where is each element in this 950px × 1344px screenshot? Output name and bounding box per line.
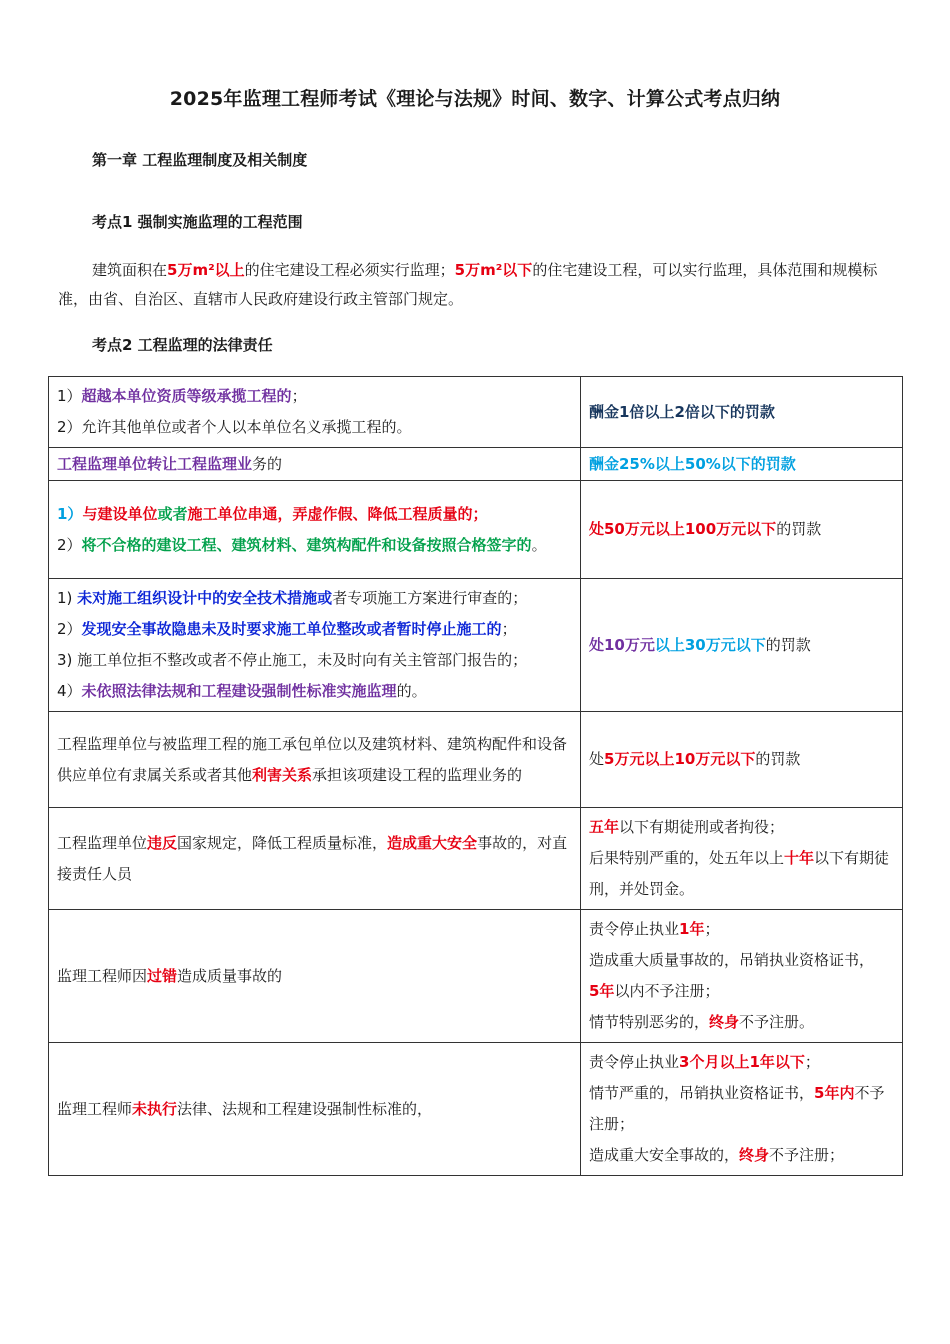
table-row [49, 448, 903, 481]
text: 情节特别恶劣的， [589, 1013, 710, 1031]
highlight: 1年 [679, 920, 705, 938]
text: 的住宅建设工程必须实行监理； [244, 261, 455, 279]
highlight: 利害关系 [252, 765, 313, 784]
text: 1） [57, 504, 83, 523]
text: 4） [57, 682, 82, 700]
table-row [49, 808, 903, 910]
penalty-cell [581, 910, 903, 1043]
highlight: 5年 [589, 982, 615, 1000]
violation-cell [49, 448, 581, 481]
text: 的。 [396, 682, 427, 700]
highlight: 与建设单位 [82, 504, 158, 523]
text: 不予注册。 [739, 1013, 815, 1031]
highlight: 超越本单位资质等级承揽工程的 [81, 387, 292, 405]
highlight: 五年 [589, 818, 620, 836]
penalty-cell [581, 808, 903, 910]
text: 的罚款 [776, 520, 822, 538]
text: 法律、法规和工程建设强制性标准的， [177, 1099, 433, 1118]
violation-cell [49, 910, 581, 1043]
text: ； [804, 1053, 820, 1071]
highlight: 工程监理单位转让工程监理业 [57, 455, 253, 473]
highlight: 酬金1倍以上2倍以下的罚款 [589, 402, 775, 421]
highlight: 或者 [157, 504, 188, 523]
highlight: 以上30万元以下 [654, 635, 766, 654]
violation-cell [49, 1043, 581, 1176]
highlight: 发现安全事故隐患未及时要求施工单位整改或者暂时停止施工的 [81, 620, 502, 638]
highlight: 酬金25%以上50%以下的罚款 [589, 455, 796, 473]
text: 者专项施工方案进行审查的； [332, 589, 528, 607]
violation-cell [49, 579, 581, 712]
text: 事故的，对直接责任人员 [57, 833, 568, 883]
highlight: ，弄虚作假、降低工程质量的； [277, 504, 488, 523]
highlight: 过错 [147, 966, 178, 985]
text: 国家规定，降低工程质量标准， [177, 833, 388, 852]
text: ； [704, 920, 720, 938]
text: 以下有期徒刑，并处罚金。 [589, 849, 890, 898]
text: 的罚款 [765, 635, 811, 654]
point2-heading: 考点2 工程监理的法律责任 [92, 336, 273, 354]
text: 以下有期徒刑或者拘役； [619, 818, 785, 836]
text: ； [291, 387, 307, 405]
text: 的罚款 [755, 750, 801, 768]
penalty-table [48, 376, 903, 1176]
table-row [49, 910, 903, 1043]
text: 以内不予注册； [614, 982, 720, 1000]
text: 处 [589, 750, 605, 768]
text: 不予注册； [589, 1084, 885, 1133]
text: 后果特别严重的，处五年以上 [589, 849, 785, 867]
text: 不予注册； [769, 1146, 845, 1164]
text: 工程监理单位与被监理工程的施工承包单位以及建筑材料、建筑构配件和设备供应单位有隶属关系或者其他 [57, 734, 568, 784]
text: 监理工程师 [57, 1099, 133, 1118]
text: 1） [57, 387, 82, 405]
text: 情节严重的，吊销执业资格证书， [589, 1084, 815, 1102]
text: 承担该项建设工程的监理业务的 [312, 765, 523, 784]
highlight: 5万m²以上 [167, 261, 245, 279]
page-title: 2025年监理工程师考试《理论与法规》时间、数字、计算公式考点归纳 [169, 88, 781, 110]
highlight: 将不合格的建设工程、建筑材料、建筑构配件和设备按照合格签字的 [81, 535, 532, 554]
point1-paragraph [58, 256, 898, 314]
penalty-cell [581, 579, 903, 712]
penalty-cell [581, 377, 903, 448]
violation-cell [49, 712, 581, 808]
highlight: 5年内 [814, 1084, 855, 1102]
highlight: 施工单位串通 [187, 504, 278, 523]
table-row [49, 712, 903, 808]
text: 建筑面积在 [92, 261, 168, 279]
penalty-cell [581, 448, 903, 481]
table-row [49, 481, 903, 579]
highlight: 处10万元 [589, 635, 655, 654]
text: 3) 施工单位拒不整改或者不停止施工，未及时向有关主管部门报告的； [57, 651, 528, 669]
violation-cell [49, 808, 581, 910]
text: ； [501, 620, 517, 638]
penalty-cell [581, 481, 903, 579]
highlight: 5万元以上10万元以下 [604, 750, 756, 768]
table-row [49, 579, 903, 712]
highlight: 未依照法律法规和工程建设强制性标准实施监理 [81, 682, 397, 700]
text: 造成质量事故的 [177, 966, 283, 985]
highlight: 5万m²以下 [454, 261, 533, 279]
point1-heading: 考点1 强制实施监理的工程范围 [92, 213, 303, 231]
text: 2）允许其他单位或者个人以本单位名义承揽工程的。 [57, 418, 412, 436]
highlight: 未对施工组织设计中的安全技术措施或 [77, 589, 333, 607]
violation-cell [49, 481, 581, 579]
highlight: 终身 [709, 1013, 740, 1031]
text: 工程监理单位 [57, 833, 148, 852]
text: 监理工程师因 [57, 966, 148, 985]
table-row [49, 1043, 903, 1176]
chapter-heading: 第一章 工程监理制度及相关制度 [92, 151, 308, 169]
text: 责令停止执业 [589, 920, 680, 938]
text: 的住宅建设工程，可以实行监理，具体范围和规模标准，由省、自治区、直辖市人民政府建设行政主管部门规定。 [58, 261, 878, 308]
penalty-cell [581, 712, 903, 808]
text: 务的 [252, 455, 283, 473]
text: 造成重大质量事故的，吊销执业资格证书， [589, 951, 875, 969]
text: 造成重大安全事故的， [589, 1146, 740, 1164]
highlight: 违反 [147, 833, 178, 852]
violation-cell [49, 377, 581, 448]
highlight: 处50万元以上100万元以下 [589, 520, 777, 538]
text: 责令停止执业 [589, 1053, 680, 1071]
table-row [49, 377, 903, 448]
highlight: 3个月以上1年以下 [679, 1053, 805, 1071]
highlight: 造成重大安全 [387, 833, 478, 852]
text: 2） [57, 620, 82, 638]
penalty-cell [581, 1043, 903, 1176]
text: 。 [531, 535, 547, 554]
text: 1) [57, 589, 78, 607]
highlight: 终身 [739, 1146, 770, 1164]
highlight: 未执行 [132, 1099, 178, 1118]
text: 2） [57, 535, 82, 554]
highlight: 十年 [784, 849, 815, 867]
